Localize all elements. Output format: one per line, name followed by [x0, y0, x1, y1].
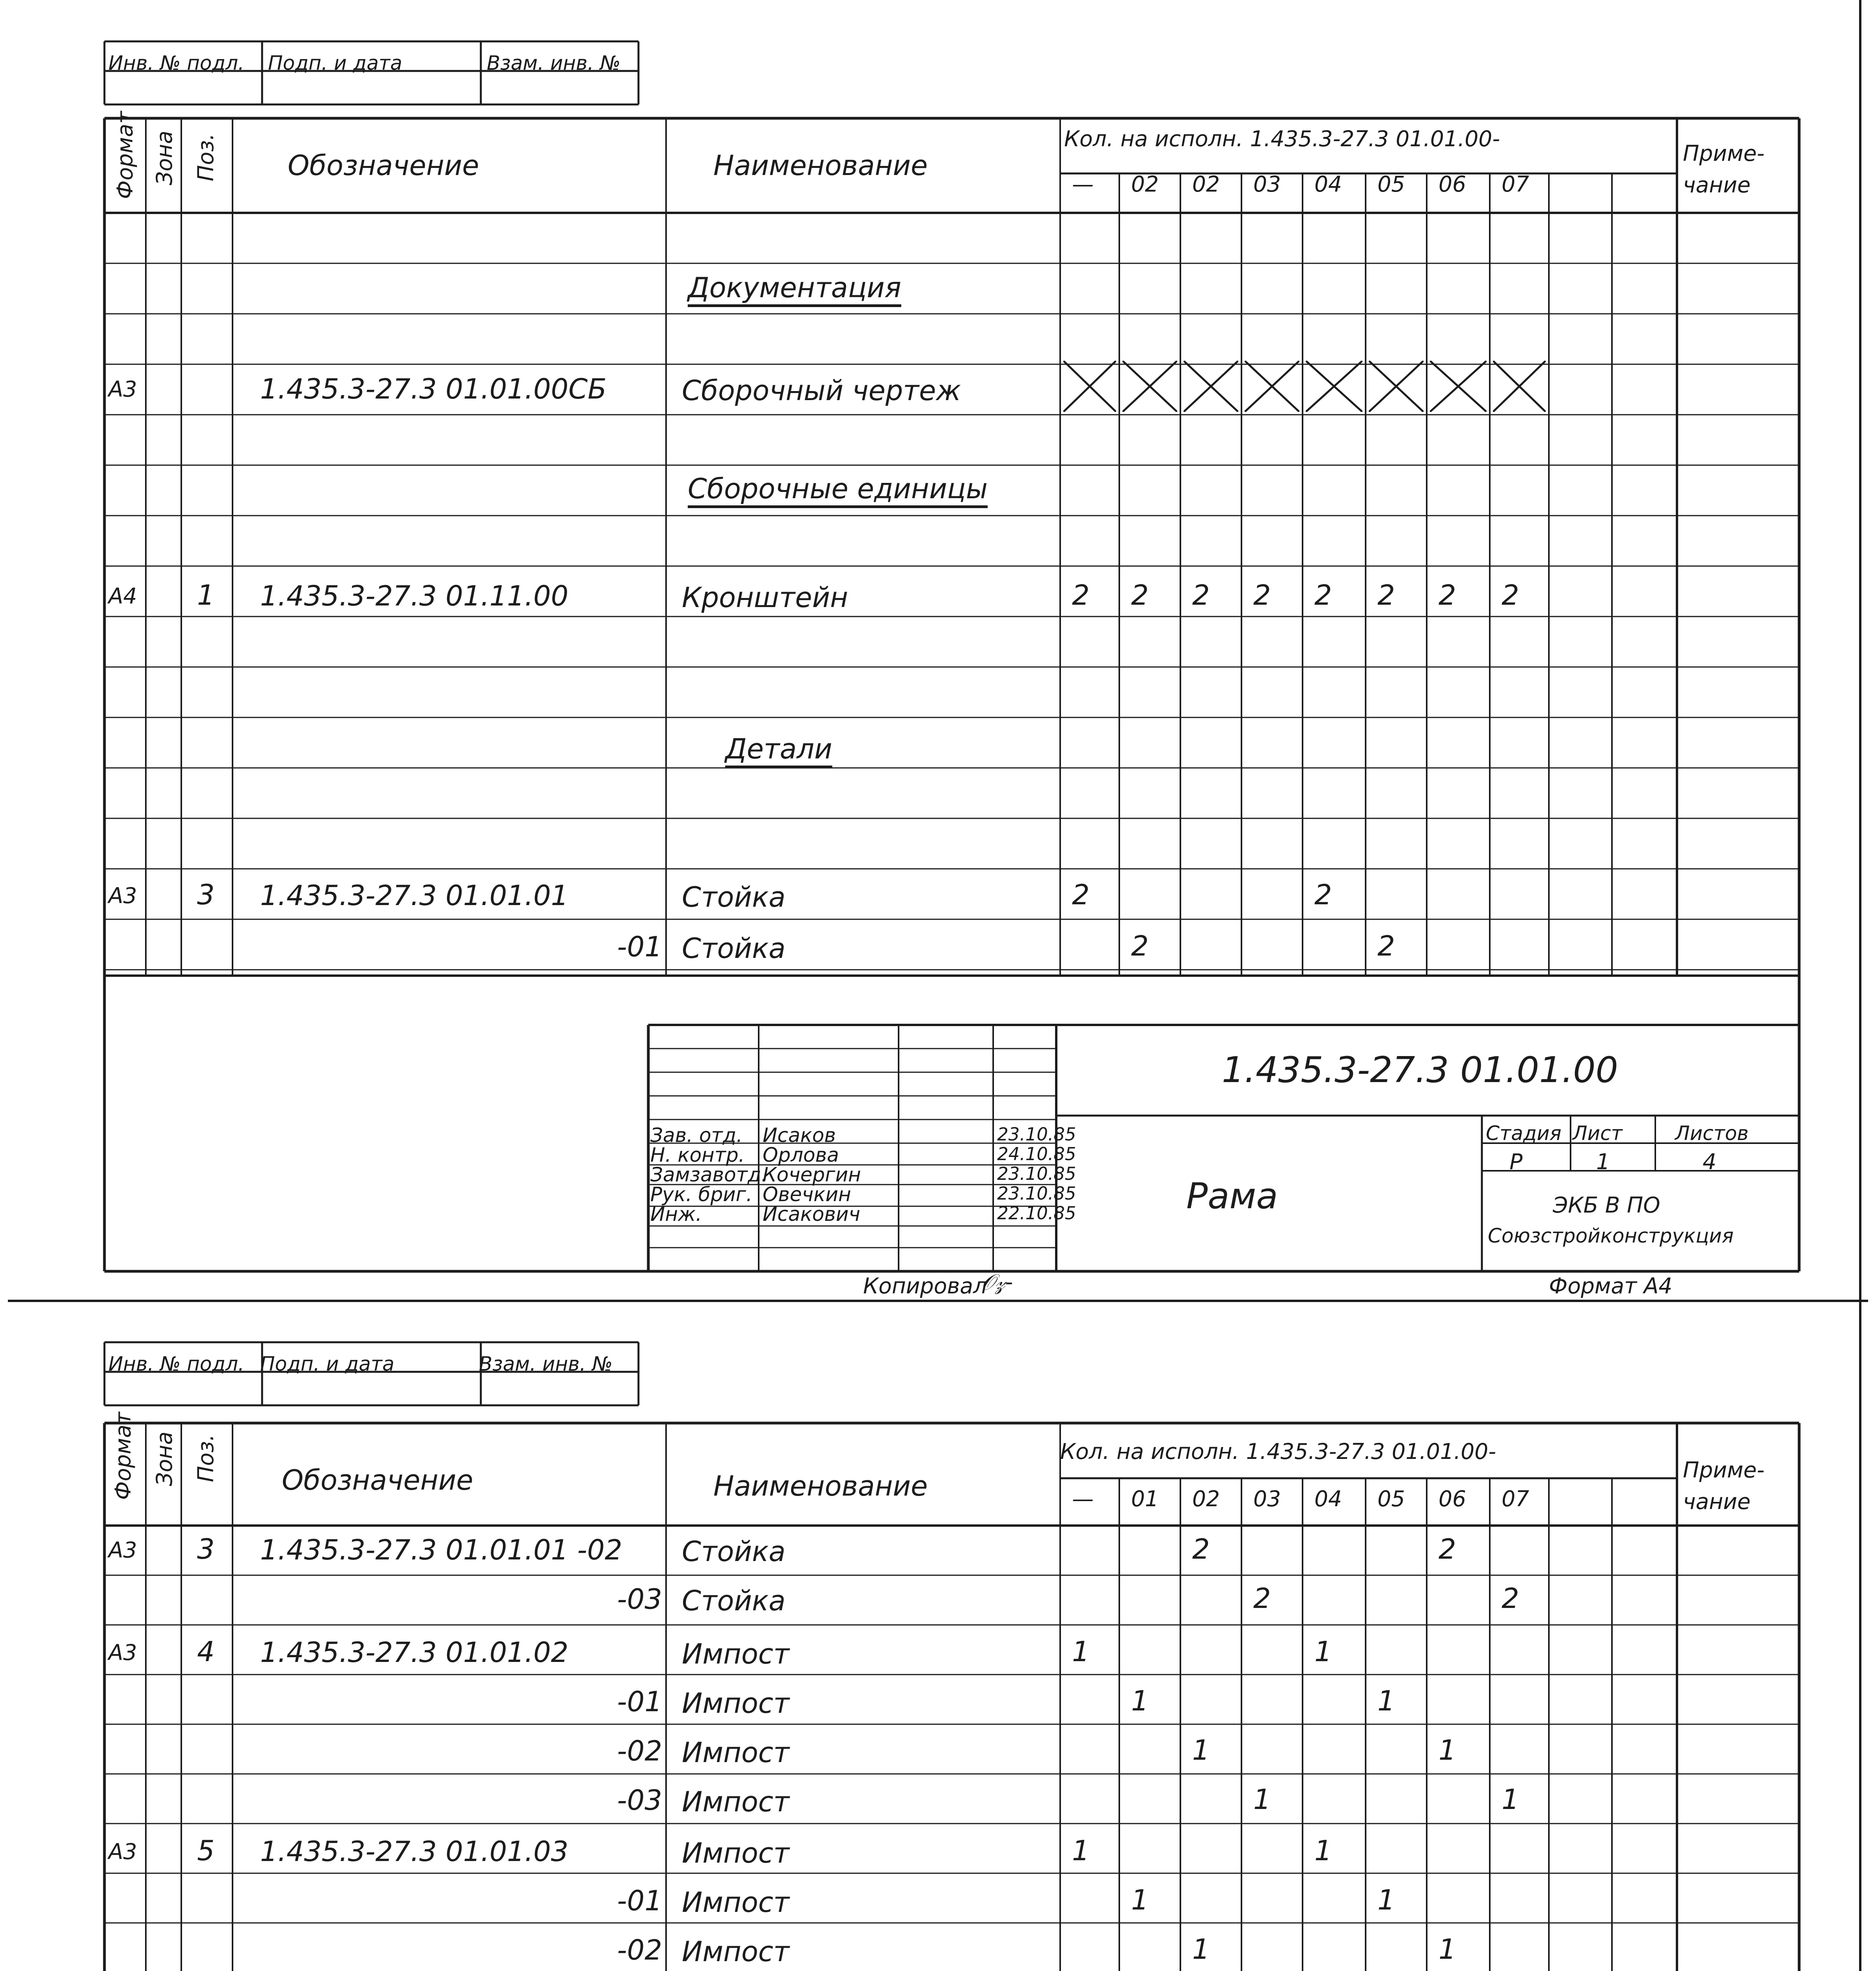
row-qty-cell: 2	[1377, 579, 1395, 611]
row-position: 4	[197, 1636, 215, 1668]
copied-signature: 𝒪𝓏-	[981, 1269, 1013, 1295]
row-qty-cell: 1	[1192, 1933, 1210, 1965]
signature-role: Рук. бриг.	[650, 1183, 752, 1206]
header-name: Наименование	[713, 1470, 928, 1502]
header-name: Наименование	[713, 149, 928, 182]
row-qty-cell: 2	[1192, 1533, 1210, 1565]
row-qty-cell: 2	[1314, 879, 1332, 911]
row-qty-cell: 1	[1072, 1835, 1090, 1867]
row-qty-cell: 2	[1131, 930, 1149, 962]
header-pos: Поз.	[193, 133, 218, 181]
header-note: Приме- чание	[1683, 141, 1765, 197]
signature-date: 22.10.85	[997, 1203, 1076, 1224]
variant-header: 04	[1314, 171, 1342, 197]
row-name: Импост	[682, 1886, 790, 1919]
cross-mark	[1184, 361, 1238, 412]
header-designation: Обозначение	[288, 149, 479, 182]
row-name: Сборочный чертеж	[682, 374, 961, 407]
row-designation: -02	[617, 1934, 662, 1966]
row-designation: -03	[617, 1583, 662, 1615]
row-designation: 1.435.3-27.3 01.01.00СБ	[260, 373, 607, 405]
row-position: 5	[197, 1835, 215, 1867]
row-position: 3	[197, 1533, 215, 1565]
signature-name: Исакович	[763, 1203, 860, 1226]
row-qty-cell: 1	[1314, 1636, 1332, 1668]
row-designation: 1.435.3-27.3 01.01.01 -02	[260, 1534, 622, 1566]
signature-date: 23.10.85	[997, 1183, 1076, 1204]
row-qty-cell: 1	[1502, 1783, 1519, 1816]
row-qty-cell: 2	[1439, 579, 1456, 611]
copied-label: Копировал	[863, 1273, 987, 1298]
row-format: A4	[108, 583, 137, 609]
signature-role: Н. контр.	[650, 1144, 745, 1166]
cross-mark	[1430, 361, 1487, 412]
row-qty-cell: 2	[1072, 579, 1090, 611]
title-block-org-2: Союзстройконструкция	[1488, 1224, 1734, 1247]
row-qty-cell: 1	[1253, 1783, 1271, 1816]
row-name: Импост	[682, 1936, 790, 1968]
row-qty-cell: 2	[1253, 579, 1271, 611]
stamp-inv-no: Инв. № подл.	[108, 1353, 244, 1375]
header-format: Формат	[112, 111, 138, 199]
row-name: Стойка	[682, 932, 786, 965]
format-label: Формат А4	[1549, 1273, 1673, 1298]
variant-header: —	[1072, 171, 1094, 197]
signature-role: Зав. отд.	[650, 1124, 743, 1147]
stamp-replaced-inv: Взам. инв. №	[487, 52, 621, 75]
stamp-sign-date: Подп. и дата	[268, 52, 402, 75]
variant-header: —	[1072, 1486, 1094, 1511]
cross-mark	[1122, 361, 1177, 412]
row-qty-cell: 2	[1502, 579, 1519, 611]
row-designation: 1.435.3-27.3 01.01.01	[260, 879, 569, 912]
row-name: Импост	[682, 1736, 790, 1769]
row-position: 3	[197, 879, 215, 911]
row-designation: -03	[617, 1784, 662, 1816]
row-designation: 1.435.3-27.3 01.01.03	[260, 1835, 569, 1868]
signature-name: Овечкин	[763, 1183, 851, 1206]
row-format: A3	[108, 1839, 137, 1864]
row-name: Импост	[682, 1786, 790, 1818]
header-format: Формат	[110, 1412, 136, 1500]
variant-header: 02	[1131, 171, 1159, 197]
row-name: Стойка	[682, 1585, 786, 1617]
row-qty-cell: 1	[1131, 1685, 1149, 1717]
row-designation: 1.435.3-27.3 01.01.02	[260, 1636, 569, 1669]
row-name: Стойка	[682, 1535, 786, 1568]
row-name: Кронштейн	[682, 581, 848, 614]
header-qty-title: Кол. на исполн. 1.435.3-27.3 01.01.00-	[1060, 1439, 1496, 1464]
signature-date: 24.10.85	[997, 1144, 1076, 1164]
variant-header: 06	[1439, 171, 1466, 197]
variant-header: 02	[1192, 1486, 1220, 1511]
signature-date: 23.10.85	[997, 1163, 1076, 1184]
stamp-sign-date: Подп. и дата	[260, 1353, 395, 1375]
section-parts: Детали	[725, 733, 832, 765]
signature-role: Инж.	[650, 1203, 702, 1226]
row-qty-cell: 2	[1439, 1533, 1456, 1565]
row-designation: -01	[617, 1686, 662, 1718]
header-note: Приме- чание	[1683, 1457, 1765, 1514]
row-qty-cell: 1	[1131, 1884, 1149, 1916]
row-qty-cell: 1	[1192, 1734, 1210, 1766]
row-qty-cell: 1	[1439, 1933, 1456, 1965]
variant-header: 01	[1131, 1486, 1159, 1511]
row-qty-cell: 2	[1502, 1582, 1519, 1615]
cross-mark	[1245, 361, 1299, 412]
title-block-org-1: ЭКБ В ПО	[1553, 1192, 1660, 1218]
row-qty-cell: 2	[1131, 579, 1149, 611]
variant-header: 06	[1439, 1486, 1466, 1511]
title-block-stage-label: Стадия	[1486, 1122, 1561, 1145]
cross-mark	[1063, 361, 1116, 412]
stamp-inv-no: Инв. № подл.	[108, 52, 244, 75]
row-qty-cell: 1	[1439, 1734, 1456, 1766]
variant-header: 05	[1377, 171, 1405, 197]
header-pos: Поз.	[193, 1434, 218, 1482]
row-qty-cell: 2	[1192, 579, 1210, 611]
title-block-code: 1.435.3-27.3 01.01.00	[1222, 1049, 1618, 1091]
row-qty-cell: 2	[1253, 1582, 1271, 1615]
variant-header: 02	[1192, 171, 1220, 197]
row-format: A3	[108, 376, 137, 402]
title-block-sheets-label: Листов	[1675, 1122, 1749, 1145]
title-block-sheets: 4	[1703, 1149, 1716, 1174]
variant-header: 07	[1502, 1486, 1529, 1511]
row-qty-cell: 2	[1377, 930, 1395, 962]
title-block-title: Рама	[1186, 1176, 1278, 1217]
row-designation: -01	[617, 931, 662, 963]
signature-role: Замзавотд.	[650, 1163, 768, 1186]
row-qty-cell: 2	[1314, 579, 1332, 611]
title-block-sheet-label: Лист	[1573, 1122, 1623, 1145]
row-name: Импост	[682, 1837, 790, 1869]
title-block-sheet: 1	[1596, 1149, 1610, 1174]
signature-name: Исаков	[763, 1124, 836, 1147]
row-designation: -01	[617, 1885, 662, 1917]
row-name: Импост	[682, 1687, 790, 1720]
header-qty-title: Кол. на исполн. 1.435.3-27.3 01.01.00-	[1064, 126, 1500, 151]
variant-header: 04	[1314, 1486, 1342, 1511]
row-qty-cell: 1	[1314, 1835, 1332, 1867]
variant-header: 05	[1377, 1486, 1405, 1511]
section-assemblies: Сборочные единицы	[688, 473, 988, 505]
stamp-replaced-inv: Взам. инв. №	[479, 1353, 613, 1375]
cross-mark	[1369, 361, 1424, 412]
row-qty-cell: 1	[1377, 1685, 1395, 1717]
row-qty-cell: 2	[1072, 879, 1090, 911]
row-name: Импост	[682, 1638, 790, 1670]
section-documentation: Документация	[688, 272, 901, 304]
header-designation: Обозначение	[282, 1464, 473, 1496]
header-zone: Зона	[152, 1431, 177, 1486]
row-format: A3	[108, 1640, 137, 1665]
cross-mark	[1306, 361, 1362, 412]
signature-name: Орлова	[763, 1144, 839, 1166]
variant-header: 03	[1253, 171, 1281, 197]
cross-mark	[1493, 361, 1546, 412]
signature-name: Кочергин	[763, 1163, 861, 1186]
variant-header: 03	[1253, 1486, 1281, 1511]
row-format: A3	[108, 883, 137, 908]
row-qty-cell: 1	[1072, 1636, 1090, 1668]
row-format: A3	[108, 1537, 137, 1563]
row-designation: 1.435.3-27.3 01.11.00	[260, 580, 569, 612]
row-name: Стойка	[682, 881, 786, 913]
variant-header: 07	[1502, 171, 1529, 197]
row-qty-cell: 1	[1377, 1884, 1395, 1916]
header-zone: Зона	[152, 130, 177, 185]
title-block-stage: Р	[1509, 1149, 1523, 1174]
row-position: 1	[197, 579, 215, 611]
signature-date: 23.10.85	[997, 1124, 1076, 1145]
row-designation: -02	[617, 1735, 662, 1767]
